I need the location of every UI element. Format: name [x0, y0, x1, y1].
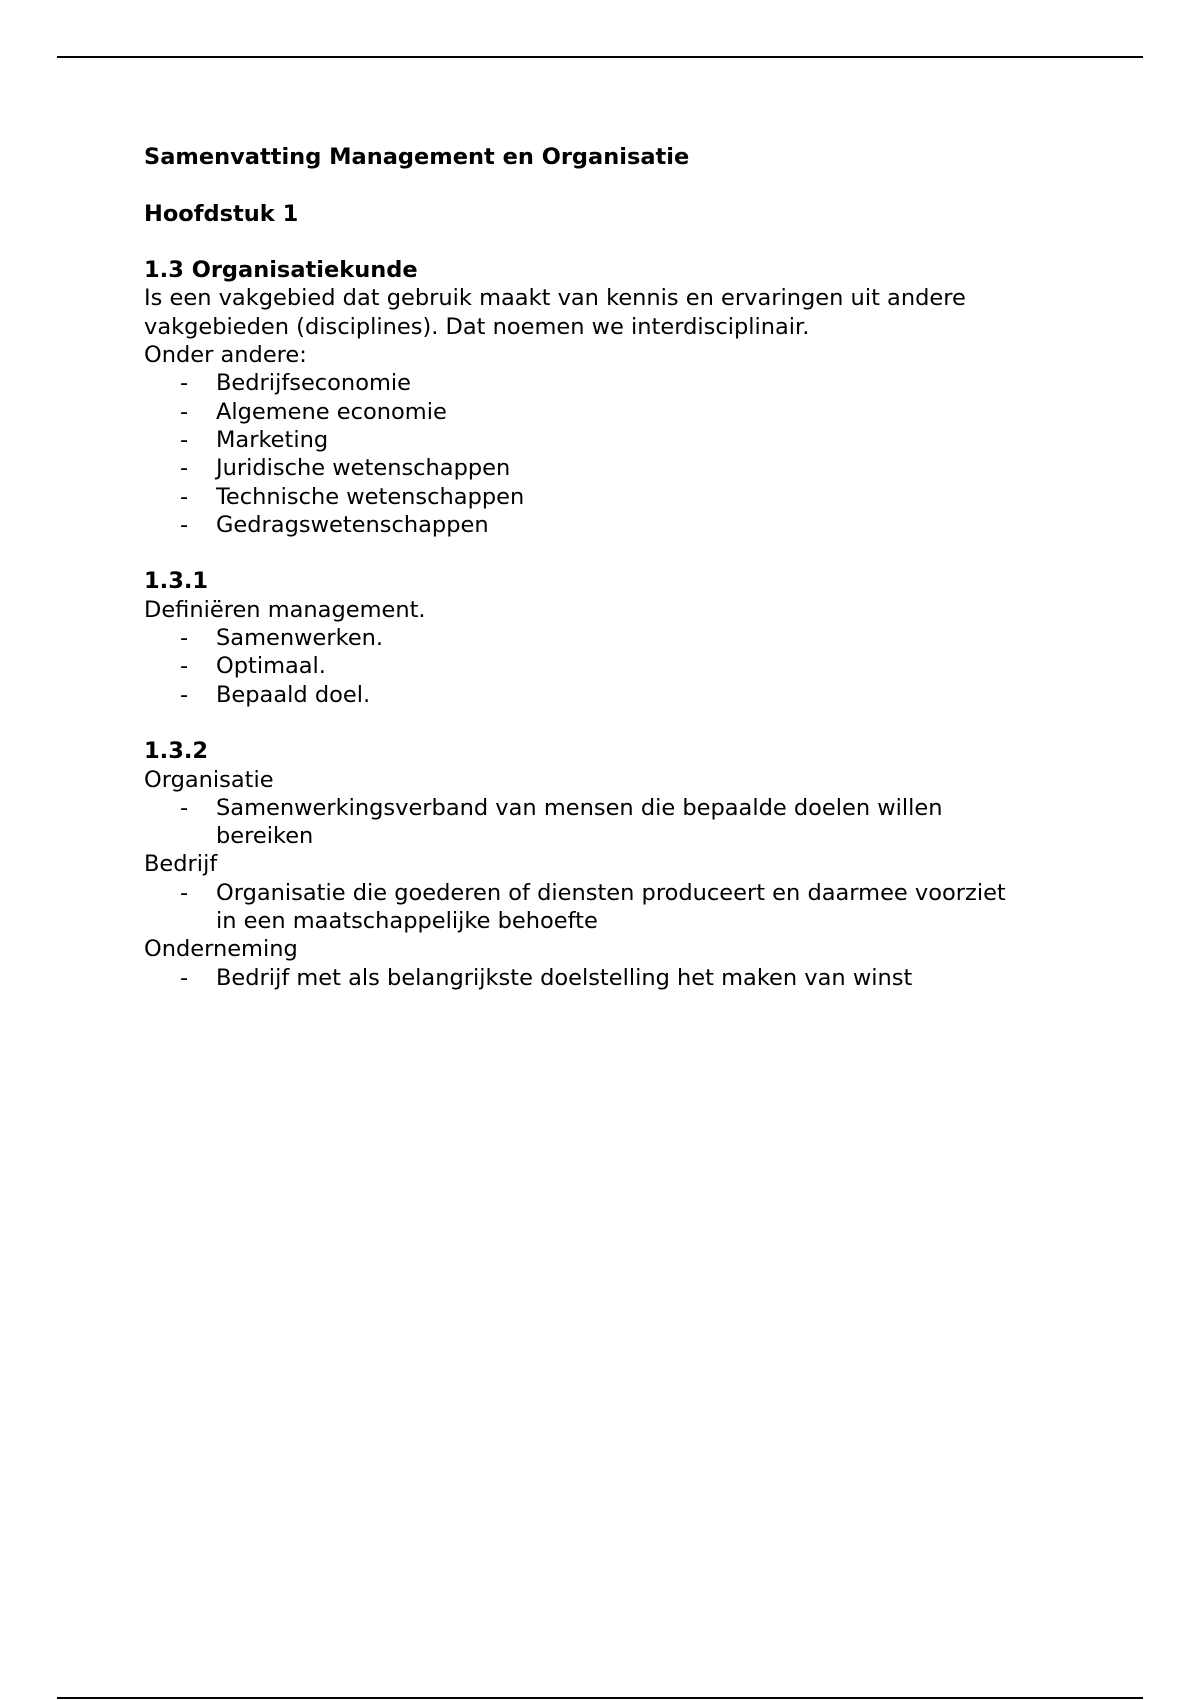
bullet-dash: - — [180, 511, 189, 538]
definition-list — [144, 879, 1064, 936]
discipline-list — [144, 369, 1064, 539]
section-1-3-1 — [144, 567, 1064, 708]
bullet-dash: - — [180, 794, 189, 821]
bullet-dash: - — [180, 653, 189, 680]
list-item-text: Samenwerken. — [216, 625, 384, 652]
bullet-dash: - — [180, 483, 189, 510]
spacer — [144, 539, 1064, 567]
spacer — [144, 228, 1064, 256]
paragraph-line: Is een vakgebied dat gebruik maakt van kennis en ervaringen uit andere — [144, 285, 966, 312]
paragraph-line: Onder andere: — [144, 342, 307, 369]
definition-term: Onderneming — [144, 936, 298, 963]
definition-term: Bedrijf — [144, 851, 218, 878]
list-item-text: Marketing — [216, 426, 329, 453]
paragraph-line: vakgebieden (disciplines). Dat noemen we interdisciplinair. — [144, 313, 810, 340]
bullet-dash: - — [180, 426, 189, 453]
bullet-dash: - — [180, 681, 189, 708]
list-item — [144, 483, 1064, 511]
list-item — [144, 511, 1064, 539]
list-item-text: Bedrijf met als belangrijkste doelstelling het maken van winst — [216, 964, 913, 991]
list-item-text: Bedrijfseconomie — [216, 370, 411, 397]
bullet-dash: - — [180, 370, 189, 397]
list-item-text: Technische wetenschappen — [216, 483, 525, 510]
list-item-text: Organisatie die goederen of diensten produceert en daarmee voorziet in een maatschappelijke behoefte — [216, 879, 1006, 935]
header-rule — [57, 56, 1143, 58]
bullet-dash: - — [180, 964, 189, 991]
section-1-3-2 — [144, 737, 1064, 992]
document-body — [144, 143, 1064, 992]
list-item — [144, 398, 1064, 426]
list-item — [144, 369, 1064, 397]
list-item-text: Samenwerkingsverband van mensen die bepaalde doelen willen bereiken — [216, 794, 943, 850]
list-item-text: Bepaald doel. — [216, 681, 371, 708]
document-title: Samenvatting Management en Organisatie — [144, 144, 690, 170]
list-item — [144, 964, 1064, 992]
definition-list — [144, 794, 1064, 851]
bullet-dash: - — [180, 625, 189, 652]
list-item-text: Algemene economie — [216, 398, 447, 425]
bullet-dash: - — [180, 398, 189, 425]
list-item — [144, 454, 1064, 482]
bullet-dash: - — [180, 879, 189, 906]
list-item-text: Optimaal. — [216, 653, 326, 680]
definition-term: Organisatie — [144, 766, 274, 793]
definition-list — [144, 964, 1064, 992]
section-intro: Definiëren management. — [144, 596, 426, 623]
footer-rule — [57, 1697, 1143, 1699]
chapter-heading: Hoofdstuk 1 — [144, 200, 299, 227]
section-heading: 1.3.1 — [144, 568, 209, 595]
list-item — [144, 426, 1064, 454]
list-item-text: Gedragswetenschappen — [216, 511, 489, 538]
bullet-dash: - — [180, 455, 189, 482]
spacer — [144, 709, 1064, 737]
spacer — [144, 171, 1064, 199]
section-heading: 1.3 Organisatiekunde — [144, 257, 418, 284]
management-list — [144, 624, 1064, 709]
list-item-text: Juridische wetenschappen — [216, 455, 511, 482]
section-heading: 1.3.2 — [144, 738, 209, 765]
list-item — [144, 652, 1064, 680]
list-item — [144, 681, 1064, 709]
list-item — [144, 879, 1064, 936]
list-item — [144, 794, 1064, 851]
section-1-3 — [144, 256, 1064, 539]
list-item — [144, 624, 1064, 652]
